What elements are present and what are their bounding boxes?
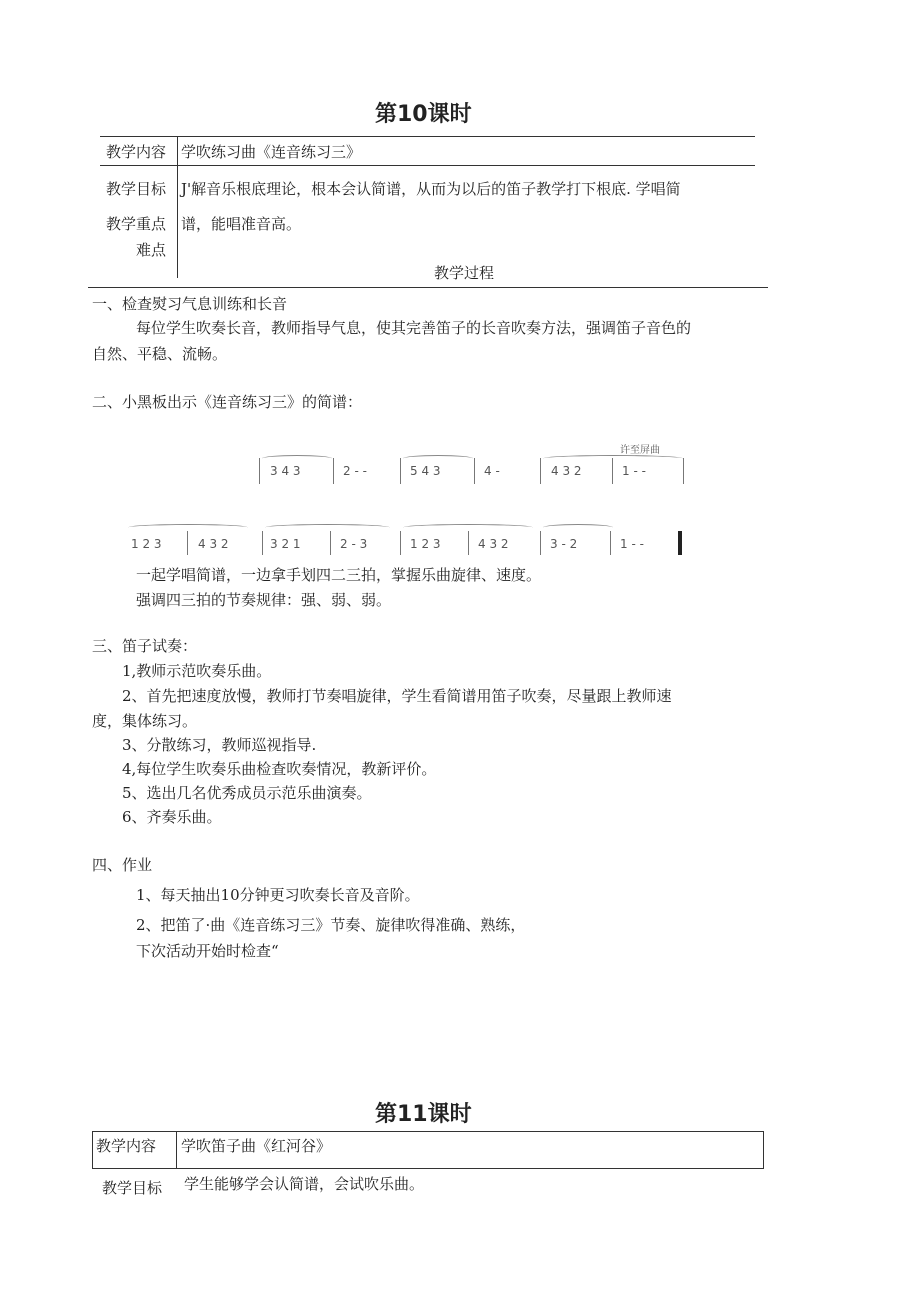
table-line — [88, 287, 768, 288]
homework-item: 2、把笛了·曲《连音练习三》节奏、旋律吹得准确、熟练， — [136, 916, 526, 934]
lesson10-title: 第10课时 — [375, 102, 472, 127]
process-label: 教学过程 — [434, 264, 495, 282]
section3-item: 度，集体练习。 — [92, 712, 198, 730]
measure: 4 3 2 — [551, 464, 582, 478]
lesson11-title: 第11课时 — [375, 1102, 472, 1127]
section3-item: 2、首先把速度放慢，教师打节奏唱旋律，学生看简谱用笛子吹奏，尽量跟上教师速 — [122, 687, 672, 705]
lesson11-content-label: 教学内容 — [96, 1137, 157, 1155]
slur — [403, 455, 473, 462]
measure: 2 - 3 — [340, 537, 368, 551]
section3-heading: 三、笛子试奏： — [92, 637, 198, 655]
bar-line — [540, 531, 541, 555]
homework-item: 下次活动开始时检查“ — [136, 942, 279, 960]
composer-mark: 许至屏曲 — [620, 445, 660, 456]
slur — [403, 524, 533, 531]
bar-line — [474, 458, 475, 484]
lesson11-goal-value: 学生能够学会认简谱，会试吹乐曲。 — [184, 1175, 425, 1193]
lesson11-goal-label: 教学目标 — [102, 1179, 163, 1197]
bar-line — [400, 531, 401, 555]
difficulty-label: 难点 — [136, 241, 167, 259]
bar-line — [683, 458, 684, 484]
measure: 3 2 1 — [270, 537, 301, 551]
section2-line1: 一起学唱简谱，一边拿手划四二三拍，掌握乐曲旋律、速度。 — [136, 566, 542, 584]
section2-line2: 强调四三拍的节奏规律：强、弱、弱。 — [136, 591, 392, 609]
bar-line — [330, 531, 331, 555]
measure: 4 3 2 — [478, 537, 509, 551]
measure: 3 4 3 — [270, 464, 301, 478]
measure: 1 - - — [620, 537, 644, 551]
homework-item: 1、每天抽出10分钟更习吹奏长音及音阶。 — [136, 886, 420, 904]
goal-text-line2: 谱，能唱准音高。 — [181, 215, 302, 233]
slur — [543, 455, 683, 462]
bar-line — [187, 531, 188, 555]
slur — [543, 524, 613, 531]
slur — [128, 524, 248, 531]
section2-heading: 二、小黑板出示《连音练习三》的简谱： — [92, 393, 363, 411]
slur — [262, 455, 332, 462]
measure: 1 2 3 — [131, 537, 162, 551]
content-label: 教学内容 — [106, 143, 167, 161]
table-line — [100, 136, 755, 137]
bar-line — [400, 458, 401, 484]
measure: 1 2 3 — [410, 537, 441, 551]
table-line — [100, 165, 755, 166]
bar-line — [333, 458, 334, 484]
bar-line — [612, 458, 613, 484]
bar-line — [259, 458, 260, 484]
section3-item: 4,每位学生吹奏乐曲检查吹奏情况，教新评价。 — [122, 760, 437, 778]
table-divider — [176, 1131, 177, 1169]
measure: 5 4 3 — [410, 464, 441, 478]
bar-line — [540, 458, 541, 484]
measure: 3 - 2 — [550, 537, 578, 551]
content-value: 学吹练习曲《连音练习三》 — [181, 143, 362, 161]
section3-item: 1,教师示范吹奏乐曲。 — [122, 662, 272, 680]
measure: 4 - — [484, 464, 500, 478]
slur — [265, 524, 390, 531]
section1-heading: 一、检查熨习气息训练和长音 — [92, 295, 288, 313]
bar-line — [610, 531, 611, 555]
measure: 2 - - — [343, 464, 367, 478]
section4-heading: 四、作业 — [92, 856, 153, 874]
section3-item: 5、选出几名优秀成员示范乐曲演奏。 — [122, 784, 372, 802]
measure: 4 3 2 — [198, 537, 229, 551]
goal-label: 教学目标 — [106, 180, 167, 198]
section1-para-line1: 每位学生吹奏长音，教师指导气息，使其完善笛子的长音吹奏方法，强调笛子音色的 — [136, 319, 692, 337]
lesson11-content-value: 学吹笛子曲《红河谷》 — [181, 1137, 332, 1155]
final-bar-line — [678, 531, 682, 555]
section3-item: 3、分散练习，教师巡视指导. — [122, 736, 317, 754]
goal-text-line1: J'解音乐根底理论，根本会认简谱，从而为以后的笛子教学打下根底. 学唱简 — [181, 180, 681, 198]
measure: 1 - - — [622, 464, 646, 478]
section1-para-line2: 自然、平稳、流畅。 — [92, 345, 228, 363]
focus-label: 教学重点 — [106, 215, 167, 233]
bar-line — [262, 531, 263, 555]
section3-item: 6、齐奏乐曲。 — [122, 808, 222, 826]
table-divider — [177, 136, 178, 278]
bar-line — [468, 531, 469, 555]
